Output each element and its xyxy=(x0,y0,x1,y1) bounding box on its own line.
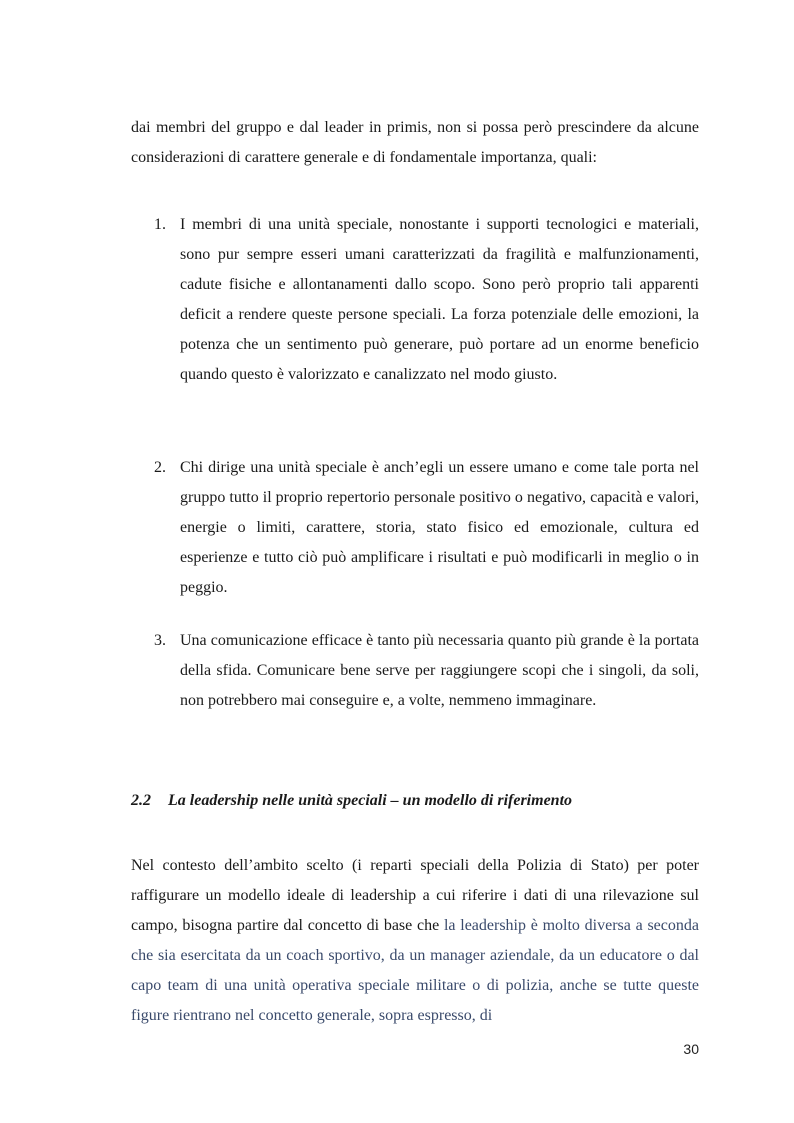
page-number: 30 xyxy=(683,1041,699,1057)
list-item xyxy=(131,210,699,390)
page-content xyxy=(131,113,699,1024)
list-item xyxy=(131,626,699,716)
list-item-number: 1. xyxy=(154,216,166,233)
body-paragraph xyxy=(131,851,699,1031)
section-number: 2.2 xyxy=(131,792,151,809)
body-text: Nel contesto dell’ambito scelto (i reparti speciali della Polizia di Stato) per poter raffigurare un modello ideale di leadership a cui riferire i dati di una rilevazione sul campo, bisogna partire dal concetto di base che xyxy=(131,857,699,934)
considerations-list-3 xyxy=(131,626,699,716)
intro-paragraph: dai membri del gruppo e dal leader in primis, non si possa però prescindere da alcune considerazioni di carattere generale e di fondamentale importanza, quali: xyxy=(131,119,699,166)
list-item-number: 3. xyxy=(154,632,166,649)
section-heading xyxy=(131,786,572,816)
list-item-text: Una comunicazione efficace è tanto più necessaria quanto più grande è la portata della sfida. Comunicare bene serve per raggiungere scopi che i singoli, da soli, non potrebbero mai conseguire e, a volte, nemmeno immaginare. xyxy=(180,632,699,709)
section-title: La leadership nelle unità speciali – un modello di riferimento xyxy=(168,792,573,809)
considerations-list xyxy=(131,210,699,390)
body-text-highlight: la leadership è molto diversa a seconda che sia esercitata da un coach sportivo, da un manager aziendale, da un educatore o dal capo team di una unità operativa speciale militare o di polizia, anche se tutte queste figure rientrano nel concetto generale, sopra espresso, di xyxy=(131,917,699,1024)
list-item-number: 2. xyxy=(154,459,166,476)
considerations-list-2 xyxy=(131,453,699,603)
list-item-text: I membri di una unità speciale, nonostante i supporti tecnologici e materiali, sono pur sempre esseri umani caratterizzati da fragilità e malfunzionamenti, cadute fisiche e allontanamenti dallo scopo. Sono però proprio tali apparenti deficit a rendere queste persone speciali. La forza potenziale delle emozioni, la potenza che un sentimento può generare, può portare ad un enorme beneficio quando questo è valorizzato e canalizzato nel modo giusto. xyxy=(180,216,699,383)
list-item xyxy=(131,453,699,603)
list-item-text: Chi dirige una unità speciale è anch’egli un essere umano e come tale porta nel gruppo tutto il proprio repertorio personale positivo o negativo, capacità e valori, energie o limiti, carattere, storia, stato fisico ed emozionale, cultura ed esperienze e tutto ciò può amplificare i risultati e può modificarli in meglio o in peggio. xyxy=(180,459,699,596)
